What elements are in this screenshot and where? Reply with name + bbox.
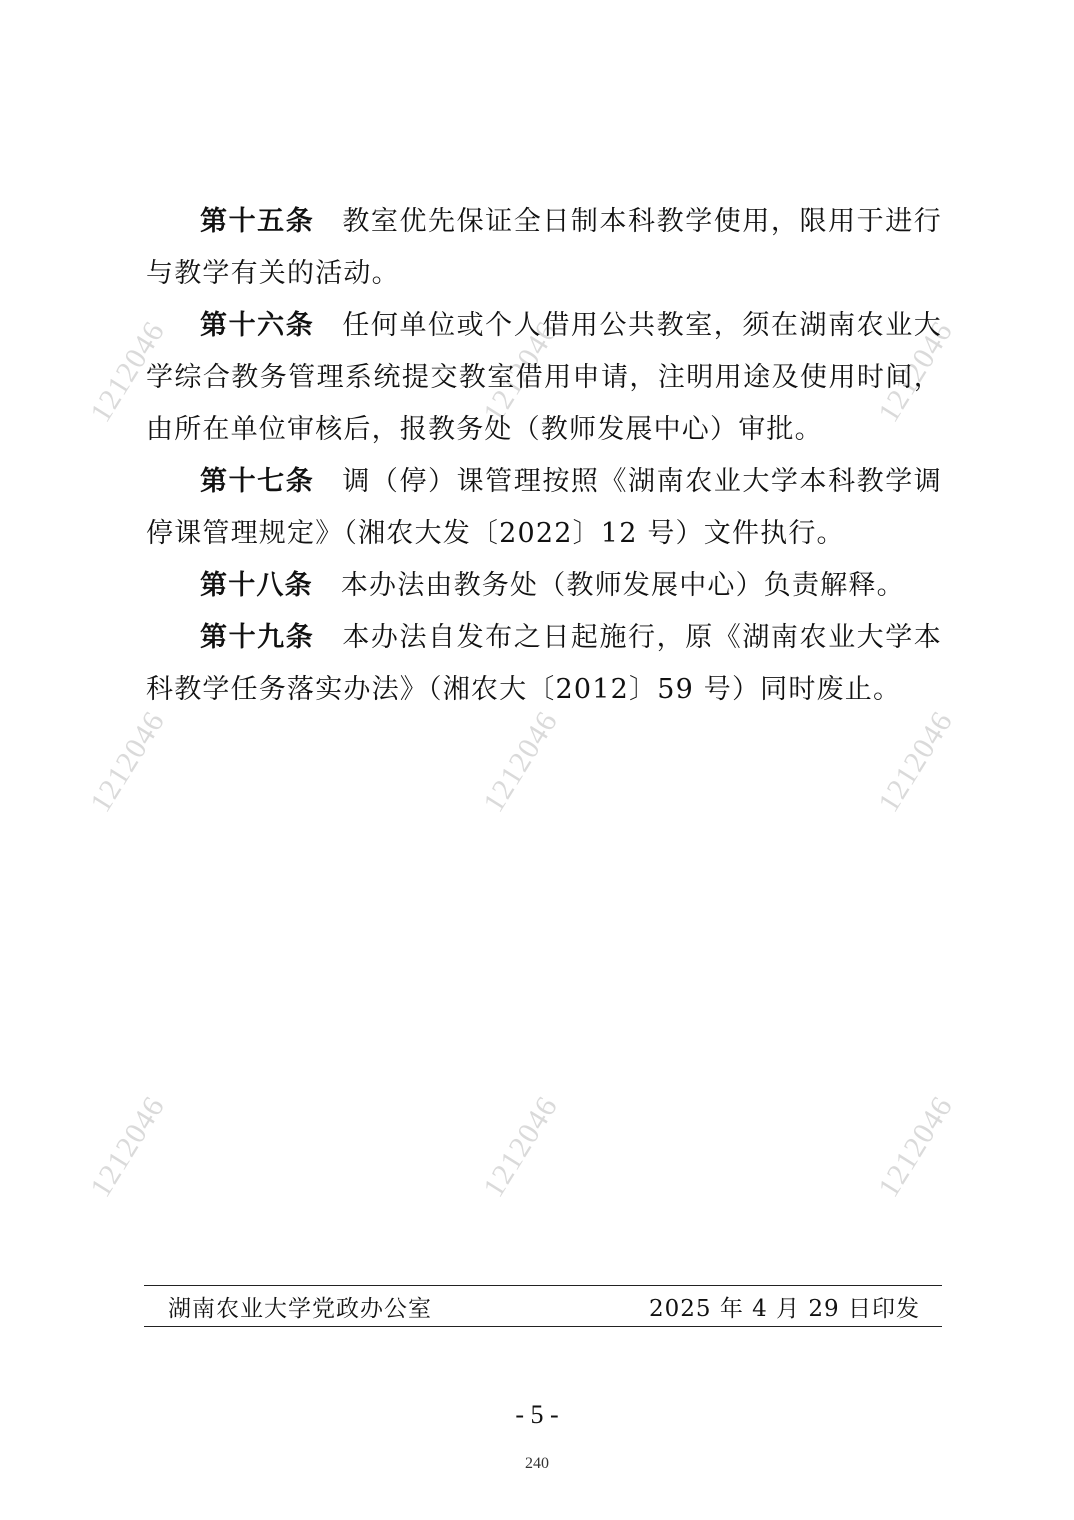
- page-number: - 5 -: [515, 1400, 559, 1429]
- article-heading: 第十六条: [200, 310, 315, 341]
- watermark-8: 1212046: [476, 1090, 565, 1203]
- article-heading: 第十八条: [200, 570, 313, 601]
- article-17: [146, 456, 942, 560]
- watermark-2: 1212046: [476, 315, 565, 428]
- watermark-1: 1212046: [83, 315, 172, 428]
- sheet-number: 240: [525, 1455, 549, 1472]
- article-text: 任何单位或个人借用公共教室，须在湖南农业大学综合教务管理系统提交教室借用申请，注明用途及使用时间，由所在单位审核后，报教务处（教师发展中心）审批。: [146, 310, 942, 445]
- article-text: 教室优先保证全日制本科教学使用，限用于进行与教学有关的活动。: [146, 206, 942, 289]
- article-18: [146, 560, 942, 612]
- issuance-footer: [144, 1285, 942, 1327]
- article-heading: 第十七条: [200, 466, 315, 497]
- watermark-5: 1212046: [476, 705, 565, 818]
- watermark-3: 1212046: [871, 315, 960, 428]
- issuer-name: 湖南农业大学党政办公室: [168, 1296, 432, 1322]
- article-text: 调（停）课管理按照《湖南农业大学本科教学调停课管理规定》（湘农大发〔2022〕12 号）文件执行。: [146, 466, 942, 549]
- watermark-6: 1212046: [871, 705, 960, 818]
- issue-date: 2025 年 4 月 29 日印发: [649, 1296, 920, 1322]
- article-15: [146, 196, 942, 300]
- article-text: 本办法自发布之日起施行，原《湖南农业大学本科教学任务落实办法》（湘农大〔2012〕59 号）同时废止。: [146, 622, 942, 705]
- article-text: 本办法由教务处（教师发展中心）负责解释。: [340, 570, 905, 601]
- document-body: [146, 196, 942, 716]
- article-19: [146, 612, 942, 716]
- article-16: [146, 300, 942, 456]
- watermark-4: 1212046: [83, 705, 172, 818]
- article-heading: 第十五条: [200, 206, 315, 237]
- article-heading: 第十九条: [200, 622, 315, 653]
- watermark-7: 1212046: [83, 1090, 172, 1203]
- watermark-9: 1212046: [871, 1090, 960, 1203]
